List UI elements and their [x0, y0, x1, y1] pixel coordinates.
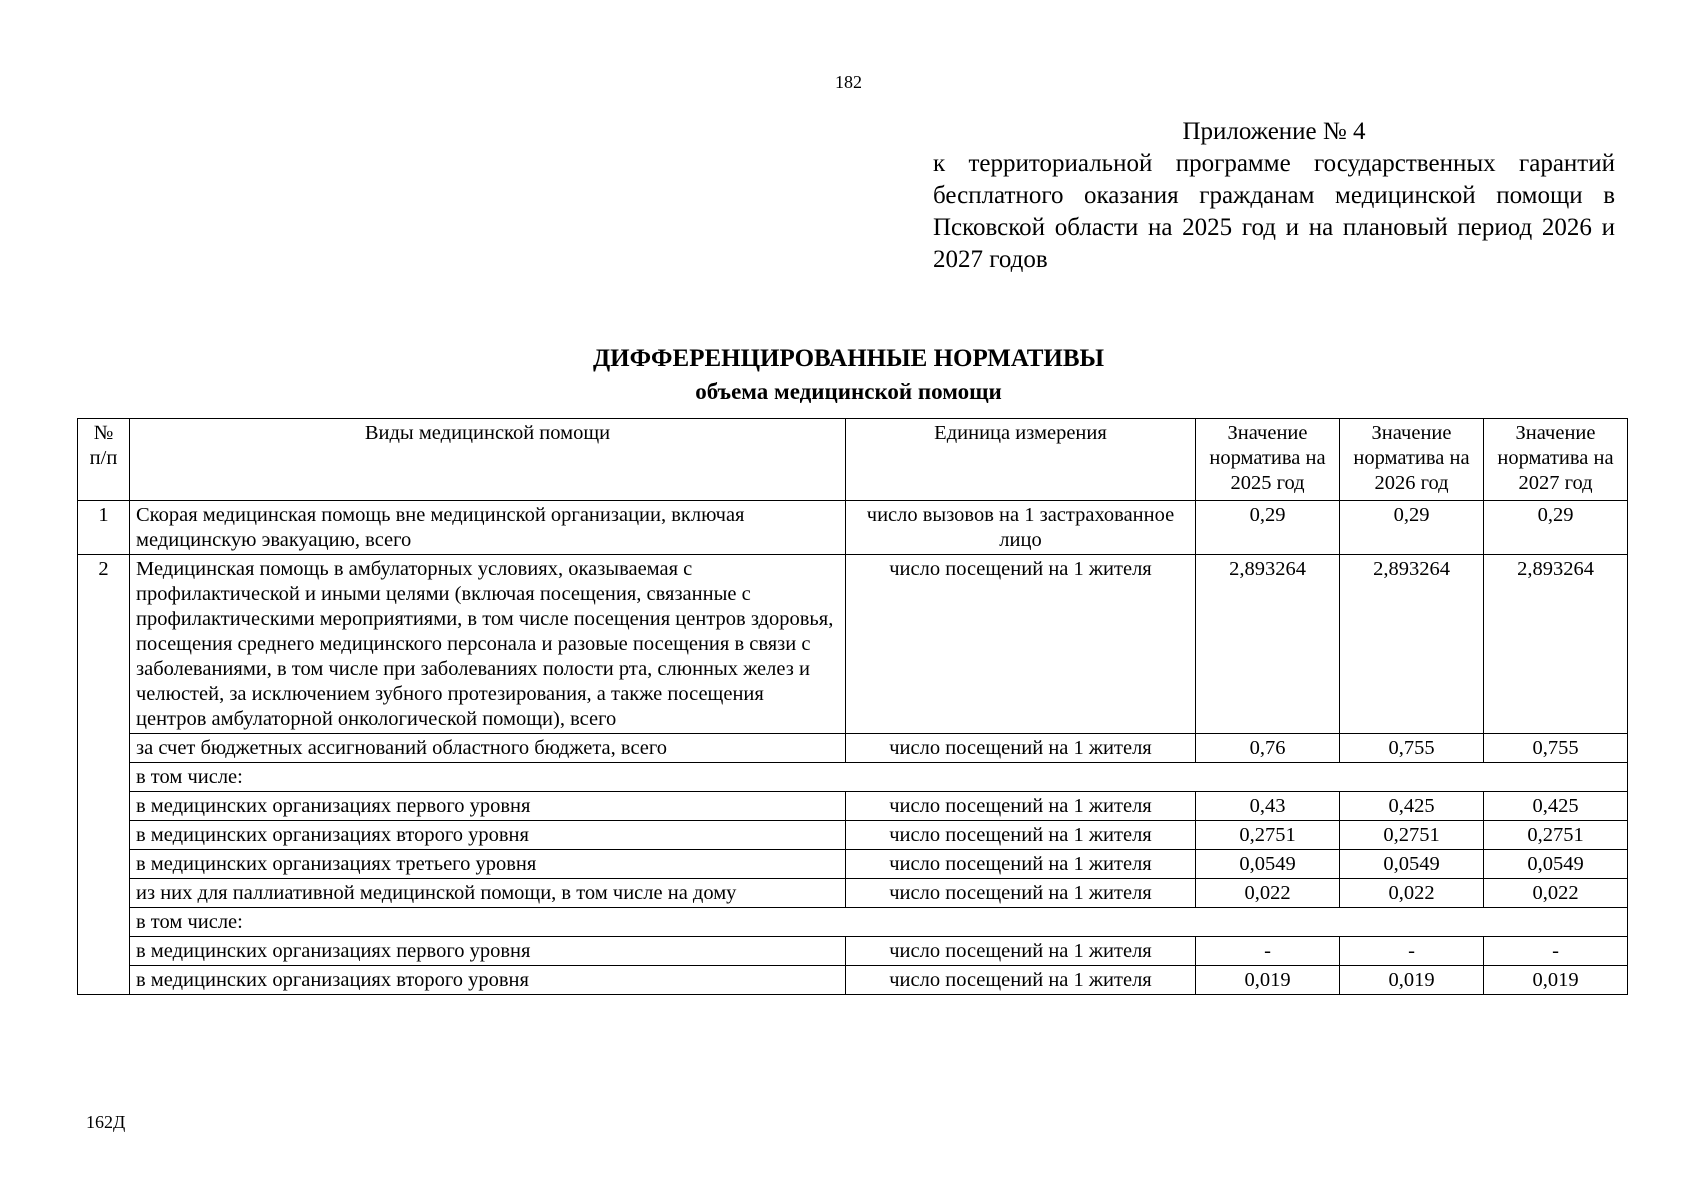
row-value-2025: 0,76	[1196, 734, 1340, 763]
norms-table	[77, 418, 1628, 995]
page-number: 182	[835, 72, 862, 92]
row-value-2025: 0,019	[1196, 966, 1340, 995]
row-num: 2	[78, 555, 130, 995]
table-row	[78, 734, 1628, 763]
table-row	[78, 879, 1628, 908]
table-row	[78, 850, 1628, 879]
header-value-2026: Значение норматива на 2026 год	[1340, 419, 1484, 501]
row-value-2025: 0,2751	[1196, 821, 1340, 850]
row-value-2026: 0,29	[1340, 501, 1484, 555]
row-value-2026: 0,019	[1340, 966, 1484, 995]
row-unit: число посещений на 1 жителя	[846, 734, 1196, 763]
row-num: 1	[78, 501, 130, 555]
row-unit: число посещений на 1 жителя	[846, 821, 1196, 850]
header-name: Виды медицинской помощи	[130, 419, 846, 501]
row-name: в медицинских организациях третьего уровня	[130, 850, 846, 879]
row-name: в медицинских организациях второго уровня	[130, 821, 846, 850]
row-value-2027: 0,2751	[1484, 821, 1628, 850]
row-subheading: в том числе:	[130, 763, 1628, 792]
header-value-2027: Значение норматива на 2027 год	[1484, 419, 1628, 501]
row-unit: число посещений на 1 жителя	[846, 937, 1196, 966]
row-name: из них для паллиативной медицинской помощи, в том числе на дому	[130, 879, 846, 908]
row-value-2027: -	[1484, 937, 1628, 966]
appendix-block	[933, 116, 1615, 276]
row-value-2026: 0,2751	[1340, 821, 1484, 850]
document-title: ДИФФЕРЕНЦИРОВАННЫЕ НОРМАТИВЫ	[592, 345, 1105, 372]
table-row	[78, 763, 1628, 792]
table-row	[78, 908, 1628, 937]
appendix-text: к территориальной программе государственных гарантий бесплатного оказания гражданам медицинской помощи в Псковской области на 2025 год и на плановый период 2026 и 2027 годов	[933, 150, 1615, 273]
row-value-2026: 0,425	[1340, 792, 1484, 821]
appendix-title: Приложение № 4	[1182, 118, 1366, 145]
row-subheading: в том числе:	[130, 908, 1628, 937]
row-name: в медицинских организациях второго уровня	[130, 966, 846, 995]
table-row	[78, 555, 1628, 734]
row-name: Медицинская помощь в амбулаторных условиях, оказываемая с профилактической и иными целями (включая посещения, связанные с профилактическими мероприятиями, в том числе посещения центров здоровья, посещения среднего медицинского персонала и разовые посещения в связи с заболеваниями, в том числе при заболеваниях полости рта, слюнных желез и челюстей, за исключением зубного протезирования, а также посещения центров амбулаторной онкологической помощи), всего	[130, 555, 846, 734]
row-name: Скорая медицинская помощь вне медицинской организации, включая медицинскую эвакуацию, всего	[130, 501, 846, 555]
row-name: в медицинских организациях первого уровня	[130, 937, 846, 966]
row-value-2026: 2,893264	[1340, 555, 1484, 734]
table-row	[78, 966, 1628, 995]
table-row	[78, 821, 1628, 850]
row-value-2026: 0,022	[1340, 879, 1484, 908]
row-unit: число посещений на 1 жителя	[846, 879, 1196, 908]
table-row	[78, 937, 1628, 966]
row-value-2027: 0,019	[1484, 966, 1628, 995]
row-value-2025: 2,893264	[1196, 555, 1340, 734]
table-header-row	[78, 419, 1628, 501]
header-unit: Единица измерения	[846, 419, 1196, 501]
row-value-2027: 0,755	[1484, 734, 1628, 763]
row-name: в медицинских организациях первого уровня	[130, 792, 846, 821]
row-value-2026: -	[1340, 937, 1484, 966]
row-unit: число посещений на 1 жителя	[846, 792, 1196, 821]
table-row	[78, 501, 1628, 555]
row-value-2027: 0,29	[1484, 501, 1628, 555]
row-unit: число вызовов на 1 застрахованное лицо	[846, 501, 1196, 555]
row-value-2027: 0,0549	[1484, 850, 1628, 879]
row-value-2025: 0,0549	[1196, 850, 1340, 879]
row-value-2026: 0,0549	[1340, 850, 1484, 879]
row-value-2025: 0,43	[1196, 792, 1340, 821]
row-value-2027: 0,425	[1484, 792, 1628, 821]
row-name: за счет бюджетных ассигнований областного бюджета, всего	[130, 734, 846, 763]
footer-code: 162Д	[86, 1112, 126, 1132]
row-value-2025: 0,022	[1196, 879, 1340, 908]
header-num: № п/п	[78, 419, 130, 501]
row-value-2027: 2,893264	[1484, 555, 1628, 734]
row-unit: число посещений на 1 жителя	[846, 850, 1196, 879]
row-value-2025: -	[1196, 937, 1340, 966]
row-unit: число посещений на 1 жителя	[846, 555, 1196, 734]
row-value-2027: 0,022	[1484, 879, 1628, 908]
row-unit: число посещений на 1 жителя	[846, 966, 1196, 995]
row-value-2025: 0,29	[1196, 501, 1340, 555]
row-value-2026: 0,755	[1340, 734, 1484, 763]
table-row	[78, 792, 1628, 821]
document-subtitle: объема медицинской помощи	[695, 379, 1002, 404]
header-value-2025: Значение норматива на 2025 год	[1196, 419, 1340, 501]
